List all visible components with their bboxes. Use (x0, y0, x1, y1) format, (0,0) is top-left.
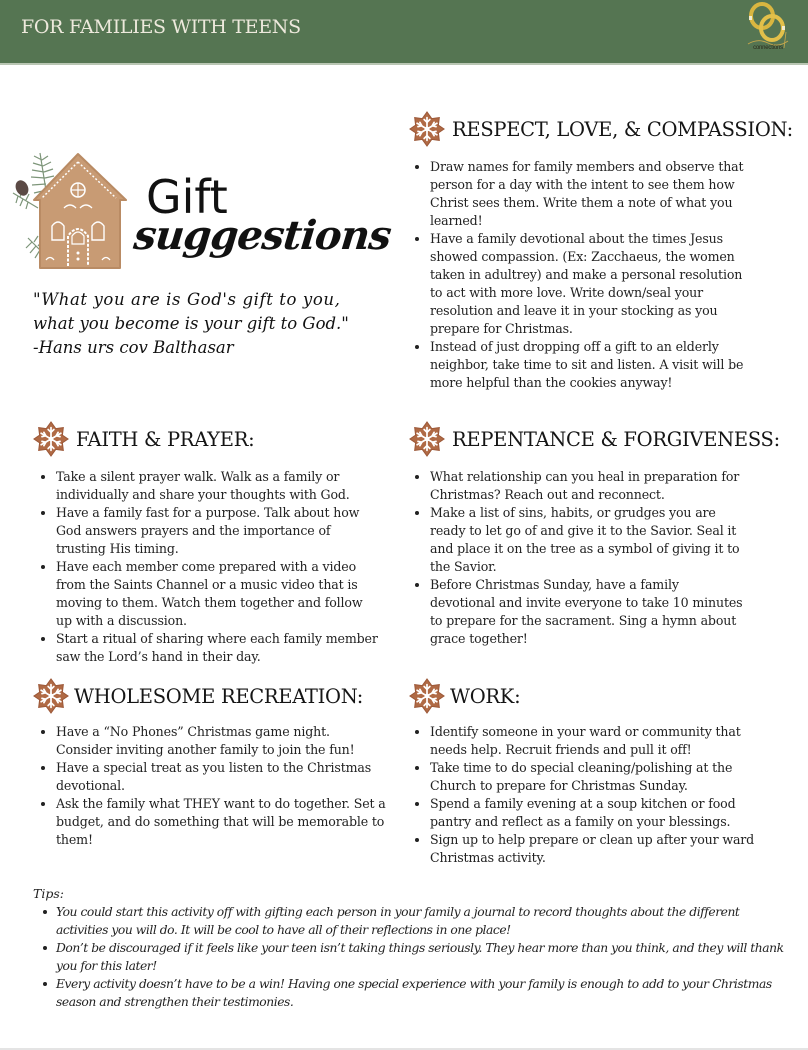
gingerbread-house-icon (8, 148, 138, 273)
snowflake-cookie-icon (32, 677, 70, 715)
tip-item: You could start this activity off with gifting each person in your family a journal to record thoughts about the different activities you will do. It will be cool to have all of their reflections in one place! (33, 903, 793, 939)
list-item: Take time to do special cleaning/polishing at the Church to prepare for Christmas Sunday. (408, 759, 758, 795)
list-item: Sign up to help prepare or clean up after your ward Christmas activity. (408, 831, 758, 867)
section-list (408, 158, 753, 392)
section-list (34, 723, 389, 849)
section-list (408, 468, 743, 648)
tips-list (33, 903, 793, 1011)
list-item: Have a special treat as you listen to the Christmas devotional. (34, 759, 389, 795)
list-item: Instead of just dropping off a gift to an elderly neighbor, take time to sit and listen. A visit will be more helpful than the cookies anyway! (408, 338, 753, 392)
list-item: Have each member come prepared with a video from the Saints Channel or a music video that is moving to them. Watch them together and follow up with a discussion. (34, 558, 379, 630)
hero-title-gift: Gift (146, 170, 228, 224)
list-item: Identify someone in your ward or community that needs help. Recruit friends and pull it off! (408, 723, 758, 759)
quote-attribution: -Hans urs cov Balthasar (33, 338, 234, 357)
tip-item: Every activity doesn’t have to be a win! Having one special experience with your family is enough to add to your Christmas season and strengthen their testimonies. (33, 975, 793, 1011)
quote-line-2: what you become is your gift to God." (33, 314, 349, 333)
section-recreation (32, 677, 392, 849)
section-title: RESPECT, LOVE, & COMPASSION: (452, 117, 793, 141)
list-item: Draw names for family members and observe that person for a day with the intent to see them how Christ sees them. Write them a note of what you learned! (408, 158, 753, 230)
section-repentance (408, 420, 803, 648)
list-item: Take a silent prayer walk. Walk as a family or individually and share your thoughts with God. (34, 468, 379, 504)
section-title: WORK: (450, 684, 521, 708)
quote-block (33, 288, 383, 360)
section-list (34, 468, 379, 666)
tips-block (33, 885, 793, 1011)
list-item: Start a ritual of sharing where each family member saw the Lord’s hand in their day. (34, 630, 379, 666)
section-title: WHOLESOME RECREATION: (74, 684, 364, 708)
snowflake-cookie-icon (408, 420, 446, 458)
section-work (408, 677, 803, 867)
section-faith (32, 420, 392, 666)
snowflake-cookie-icon (32, 420, 70, 458)
snowflake-cookie-icon (408, 110, 446, 148)
quote-line-1: "What you are is God's gift to you, (33, 290, 341, 309)
header-banner (0, 0, 808, 65)
tips-label: Tips: (33, 886, 64, 901)
list-item: Make a list of sins, habits, or grudges you are ready to let go of and give it to the Savior. Seal it and place it on the tree as a symbol of giving it to the Savior. (408, 504, 743, 576)
section-title: FAITH & PRAYER: (76, 427, 255, 451)
list-item: Have a “No Phones” Christmas game night. Consider inviting another family to join the fun! (34, 723, 389, 759)
header-title: FOR FAMILIES WITH TEENS (21, 16, 301, 38)
section-respect (408, 110, 803, 392)
logo-text: connections (753, 45, 783, 51)
hero-title-suggestions: suggestions (131, 212, 393, 259)
section-list (408, 723, 758, 867)
list-item: Have a family fast for a purpose. Talk about how God answers prayers and the importance of trusting His timing. (34, 504, 379, 558)
section-title: REPENTANCE & FORGIVENESS: (452, 427, 780, 451)
list-item: Ask the family what THEY want to do together. Set a budget, and do something that will be memorable to them! (34, 795, 389, 849)
list-item: Spend a family evening at a soup kitchen or food pantry and reflect as a family on your blessings. (408, 795, 758, 831)
snowflake-cookie-icon (408, 677, 446, 715)
list-item: Have a family devotional about the times Jesus showed compassion. (Ex: Zacchaeus, the women taken in adultrey) and make a personal resolution to act with more love. Write down/seal your resolution and leave it in your stocking as you prepare for Christmas. (408, 230, 753, 338)
interlocking-rings-icon (744, 2, 792, 48)
covenant-connections-logo (744, 2, 792, 58)
hero-title-block (8, 148, 398, 283)
list-item: Before Christmas Sunday, have a family devotional and invite everyone to take 10 minutes to prepare for the sacrament. Sing a hymn about grace together! (408, 576, 743, 648)
list-item: What relationship can you heal in preparation for Christmas? Reach out and reconnect. (408, 468, 743, 504)
tip-item: Don’t be discouraged if it feels like your teen isn’t taking things seriously. They hear more than you think, and they will thank you for this later! (33, 939, 793, 975)
